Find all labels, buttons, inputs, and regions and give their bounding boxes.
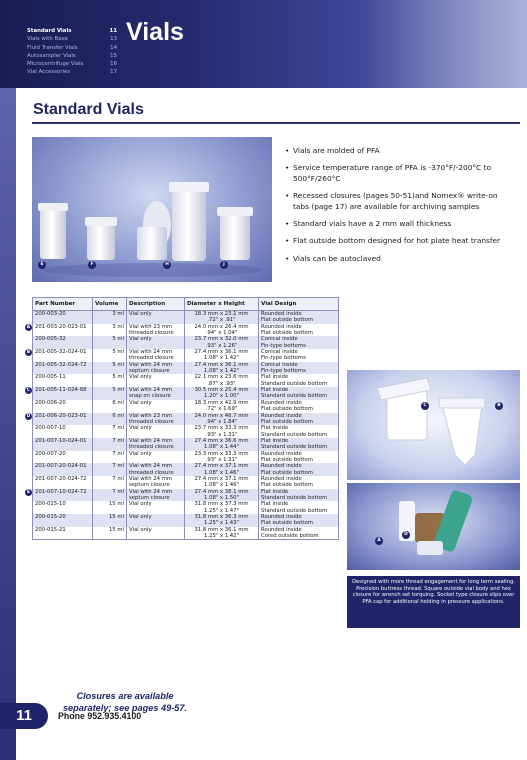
cell-dimensions-line: 1.25" x 1.47" bbox=[204, 507, 239, 514]
toc-label: Fluid Transfer Vials bbox=[27, 44, 78, 51]
cell-description-line: Vial with 24 mm bbox=[129, 488, 173, 495]
cell-vial-design-line: Conical inside bbox=[261, 349, 298, 356]
part-number-text: 201-003-20-023-01 bbox=[35, 323, 87, 330]
part-number-text: 200-015-10 bbox=[35, 501, 66, 508]
part-number-text: 200-003-20 bbox=[35, 311, 66, 317]
cell-part-number bbox=[33, 527, 93, 540]
bullet-item: • Vials are molded of PFA bbox=[285, 146, 507, 156]
cell-description bbox=[127, 438, 185, 451]
row-marker: C bbox=[26, 388, 31, 394]
cell-description bbox=[127, 311, 185, 324]
table-row bbox=[33, 451, 339, 464]
cell-vial-design-line: Conical inside bbox=[261, 361, 298, 368]
toc-label: Vials with Base bbox=[27, 36, 68, 43]
cell-dimensions-line: 1.08" x 1.42" bbox=[204, 368, 239, 375]
cell-vial-design bbox=[259, 489, 339, 502]
part-number-text: 201-007-10-024-72 bbox=[35, 488, 87, 495]
cell-vial-design bbox=[259, 451, 339, 464]
cell-description-line: Vial only bbox=[129, 501, 152, 508]
part-number-text: 200-015-20 bbox=[35, 514, 66, 520]
cell-vial-design-line: Standard outside bottom bbox=[261, 494, 328, 501]
cell-vial-design bbox=[259, 324, 339, 337]
snap-vial-photo bbox=[347, 370, 520, 480]
cell-description bbox=[127, 413, 185, 426]
cell-dimensions-line: 1.08" x 1.50" bbox=[204, 494, 239, 501]
section-underline bbox=[32, 122, 520, 124]
closures-line-1: Closures are available bbox=[76, 691, 174, 701]
cell-dimensions-line: 27.4 mm x 36.1 mm bbox=[194, 349, 249, 356]
cell-dimensions bbox=[185, 413, 259, 426]
cell-vial-design-line: Flat inside bbox=[261, 374, 289, 381]
bullet-item: • Flat outside bottom designed for hot plate heat transfer bbox=[285, 236, 507, 246]
cell-description-line: Vial only bbox=[129, 425, 152, 432]
cell-vial-design-line: Flat inside bbox=[261, 488, 289, 495]
toc-page: 15 bbox=[110, 52, 117, 59]
cell-description bbox=[127, 362, 185, 375]
cell-part-number bbox=[33, 501, 93, 514]
toc-item bbox=[27, 44, 117, 52]
table-row bbox=[33, 413, 339, 426]
toc-item bbox=[27, 68, 117, 76]
cell-volume: 5 ml bbox=[93, 374, 127, 387]
part-number-text: 201-007-20-024-01 bbox=[35, 463, 87, 470]
cell-dimensions bbox=[185, 400, 259, 413]
cell-description bbox=[127, 425, 185, 438]
cell-dimensions-line: 23.3 mm x 33.3 mm bbox=[194, 450, 249, 457]
cell-vial-design bbox=[259, 463, 339, 476]
chapter-title: Vials bbox=[126, 18, 184, 46]
header-vial-design: Vial Design bbox=[259, 298, 339, 311]
cell-volume: 7 ml bbox=[93, 425, 127, 438]
cell-dimensions bbox=[185, 387, 259, 400]
page-number: 11 bbox=[0, 703, 48, 729]
photo-label-a: A bbox=[375, 537, 383, 545]
cell-volume: 5 ml bbox=[93, 349, 127, 362]
side-band bbox=[0, 88, 16, 760]
feature-bullets bbox=[285, 146, 507, 271]
cell-volume: 3 ml bbox=[93, 324, 127, 337]
row-marker: A bbox=[26, 324, 31, 330]
part-number-text: 201-005-32-024-72 bbox=[35, 361, 87, 368]
cell-volume: 6 ml bbox=[93, 413, 127, 426]
cell-dimensions bbox=[185, 311, 259, 324]
table-row bbox=[33, 336, 339, 349]
cell-volume: 3 ml bbox=[93, 311, 127, 324]
chapter-toc bbox=[27, 27, 117, 77]
cell-vial-design-line: Rounded inside bbox=[261, 399, 302, 406]
cell-dimensions bbox=[185, 489, 259, 502]
cell-vial-design-line: Flat inside bbox=[261, 387, 289, 394]
cell-vial-design bbox=[259, 514, 339, 527]
cell-vial-design-line: Flat inside bbox=[261, 501, 289, 508]
cell-description-line: Vial only bbox=[129, 374, 152, 381]
cell-vial-design-line: Flat outside bottom bbox=[261, 482, 313, 489]
cell-vial-design bbox=[259, 374, 339, 387]
cell-dimensions bbox=[185, 425, 259, 438]
cell-vial-design-line: Rounded inside bbox=[261, 311, 302, 317]
cell-description bbox=[127, 501, 185, 514]
cell-vial-design-line: Conical inside bbox=[261, 336, 298, 343]
cell-description-line: threaded closure bbox=[129, 444, 174, 451]
cell-description bbox=[127, 463, 185, 476]
table-row bbox=[33, 324, 339, 337]
photo-caption: Designed with more thread engagement for long term sealing. Precision buttress thread. Square outside vial body and hex closure for wrench set torquing. Socket type closure slips over PFA cap for additional holding in pressure applications. bbox=[347, 576, 520, 628]
row-marker: B bbox=[26, 350, 31, 356]
cell-vial-design-line: Flat outside bottom bbox=[261, 406, 313, 413]
toc-label: Autosampler Vials bbox=[27, 52, 76, 59]
toc-page: 16 bbox=[110, 61, 117, 68]
table-row bbox=[33, 374, 339, 387]
cell-description-line: Vial only bbox=[129, 514, 152, 520]
photo-label-j: J bbox=[220, 261, 228, 269]
cell-description-line: threaded closure bbox=[129, 330, 174, 337]
cell-description-line: snap on closure bbox=[129, 393, 171, 400]
header-volume: Volume bbox=[93, 298, 127, 311]
cell-vial-design-line: Fin-type bottoms bbox=[261, 342, 306, 349]
bullet-item: • Vials can be autoclaved bbox=[285, 254, 507, 264]
toc-page: 13 bbox=[110, 36, 117, 43]
cell-volume: 7 ml bbox=[93, 489, 127, 502]
cell-description-line: Vial only bbox=[129, 450, 152, 457]
cell-dimensions-line: 30.5 mm x 25.4 mm bbox=[194, 387, 249, 394]
toc-label: Standard Vials bbox=[27, 28, 72, 34]
photo-label-f: F bbox=[88, 261, 96, 269]
cell-description-line: Vial with 24 mm bbox=[129, 463, 173, 470]
cell-part-number bbox=[33, 451, 93, 464]
cell-dimensions-line: 31.8 mm x 36.1 mm bbox=[194, 526, 249, 533]
cell-vial-design-line: Rounded inside bbox=[261, 412, 302, 419]
cell-dimensions bbox=[185, 476, 259, 489]
toc-item bbox=[27, 52, 117, 60]
cell-dimensions bbox=[185, 527, 259, 540]
snap-vial-illustration bbox=[347, 370, 520, 480]
vials-photo bbox=[32, 137, 272, 282]
part-number-text: 200-007-20 bbox=[35, 450, 66, 457]
cell-description-line: Vial only bbox=[129, 336, 152, 343]
cell-description bbox=[127, 374, 185, 387]
bullet-item: • Recessed closures (pages 50-51)and Nomex® write-on tabs (page 17) are available for archiving samples bbox=[285, 191, 507, 212]
bullet-item: • Standard vials have a 2 mm wall thickness bbox=[285, 219, 507, 229]
cell-dimensions bbox=[185, 451, 259, 464]
cell-description-line: threaded closure bbox=[129, 418, 174, 425]
vial-spec-table-wrap bbox=[26, 297, 338, 540]
cell-dimensions-line: 1.25" x 1.43" bbox=[204, 520, 239, 527]
threaded-vial-illustration bbox=[347, 483, 520, 570]
cell-description-line: Vial only bbox=[129, 526, 152, 533]
cell-vial-design bbox=[259, 336, 339, 349]
cell-part-number bbox=[33, 336, 93, 349]
cell-description-line: Vial with 24 mm bbox=[129, 361, 173, 368]
cell-dimensions-line: 18.3 mm x 23.1 mm bbox=[194, 311, 249, 317]
part-number-text: 200-015-21 bbox=[35, 526, 66, 533]
vial-spec-table bbox=[26, 297, 339, 540]
cell-part-number bbox=[33, 311, 93, 324]
cell-dimensions-line: 27.4 mm x 36.6 mm bbox=[194, 437, 249, 444]
photo-label-h: H bbox=[163, 261, 171, 269]
cell-dimensions bbox=[185, 362, 259, 375]
table-row bbox=[33, 514, 339, 527]
cell-description-line: threaded closure bbox=[129, 355, 174, 362]
cell-description-line: Vial with 24 mm bbox=[129, 349, 173, 356]
cell-dimensions-line: 24.0 mm x 26.4 mm bbox=[194, 323, 249, 330]
cell-vial-design-line: Flat outside bottom bbox=[261, 317, 313, 324]
cell-dimensions-line: 18.3 mm x 42.9 mm bbox=[194, 399, 249, 406]
cell-description-line: Vial with 23 mm bbox=[129, 412, 173, 419]
cell-description bbox=[127, 400, 185, 413]
table-row bbox=[33, 349, 339, 362]
cell-dimensions-line: .72" x .91" bbox=[207, 317, 236, 324]
table-header-row bbox=[33, 298, 339, 311]
photo-label-e: E bbox=[38, 261, 46, 269]
threaded-vial-photo bbox=[347, 483, 520, 570]
cell-description-line: Vial with 24 mm bbox=[129, 387, 173, 394]
cell-description-line: Vial only bbox=[129, 399, 152, 406]
cell-volume: 5 ml bbox=[93, 387, 127, 400]
cell-vial-design-line: Standard outside bottom bbox=[261, 393, 328, 400]
cell-dimensions-line: .94" x 1.04" bbox=[205, 330, 238, 337]
cell-volume: 15 ml bbox=[93, 527, 127, 540]
header-dimensions: Diameter x Height bbox=[185, 298, 259, 311]
cell-part-number bbox=[33, 400, 93, 413]
cell-dimensions-line: .94" x 1.84" bbox=[205, 418, 238, 425]
cell-description-line: Vial with 24 mm bbox=[129, 475, 173, 482]
table-row bbox=[33, 489, 339, 502]
cell-dimensions-line: 1.08" x 1.46" bbox=[204, 469, 239, 476]
closures-line-2: separately; see pages 49-57. bbox=[62, 703, 188, 713]
cell-dimensions-line: 1.20" x 1.00" bbox=[204, 393, 239, 400]
cell-vial-design-line: Flat outside bottom bbox=[261, 330, 313, 337]
part-number-text: 201-005-32-024-01 bbox=[35, 349, 87, 356]
cell-volume: 6 ml bbox=[93, 400, 127, 413]
cell-description bbox=[127, 476, 185, 489]
cell-vial-design-line: Rounded inside bbox=[261, 450, 302, 457]
section-title: Standard Vials bbox=[33, 101, 144, 118]
cell-vial-design bbox=[259, 362, 339, 375]
cell-part-number bbox=[33, 514, 93, 527]
cell-part-number bbox=[33, 362, 93, 375]
header-part-number: Part Number bbox=[33, 298, 93, 311]
cell-part-number bbox=[26, 349, 93, 362]
cell-dimensions-line: 1.08" x 1.46" bbox=[204, 482, 239, 489]
photo-label-d: D bbox=[402, 531, 410, 539]
cell-dimensions-line: .87" x .93" bbox=[207, 380, 236, 387]
toc-page: 17 bbox=[110, 69, 117, 76]
part-number-text: 200-007-10 bbox=[35, 425, 66, 432]
cell-volume: 7 ml bbox=[93, 438, 127, 451]
cell-description-line: septum closure bbox=[129, 494, 170, 501]
cell-dimensions-line: 27.4 mm x 36.1 mm bbox=[194, 361, 249, 368]
photo-label-c: C bbox=[421, 402, 429, 410]
cell-dimensions-line: 27.4 mm x 38.1 mm bbox=[194, 488, 249, 495]
toc-label: Vial Accessories bbox=[27, 69, 71, 76]
cell-part-number bbox=[33, 374, 93, 387]
cell-dimensions-line: .93" x 1.31" bbox=[205, 456, 238, 463]
part-number-text: 201-007-20-024-72 bbox=[35, 475, 87, 482]
cell-dimensions-line: 23.7 mm x 32.0 mm bbox=[194, 336, 249, 343]
cell-vial-design-line: Standard outside bottom bbox=[261, 507, 328, 514]
cell-part-number bbox=[26, 323, 93, 337]
cell-description-line: Vial with 24 mm bbox=[129, 437, 173, 444]
toc-item bbox=[27, 27, 117, 35]
cell-description bbox=[127, 336, 185, 349]
cell-vial-design-line: Fin-type bottoms bbox=[261, 368, 306, 375]
cell-volume: 5 ml bbox=[93, 336, 127, 349]
table-row bbox=[33, 463, 339, 476]
cell-dimensions-line: 31.8 mm x 36.3 mm bbox=[194, 514, 249, 520]
cell-vial-design bbox=[259, 438, 339, 451]
cell-dimensions bbox=[185, 349, 259, 362]
cell-vial-design-line: Flat outside bottom bbox=[261, 456, 313, 463]
cell-description bbox=[127, 489, 185, 502]
cell-volume: 15 ml bbox=[93, 514, 127, 527]
part-number-text: 200-005-11 bbox=[35, 374, 66, 381]
cell-description-line: septum closure bbox=[129, 482, 170, 489]
part-number-text: 200-005-32 bbox=[35, 336, 66, 343]
cell-dimensions bbox=[185, 501, 259, 514]
cell-part-number bbox=[26, 387, 93, 400]
cell-vial-design-line: Standard outside bottom bbox=[261, 431, 328, 438]
toc-page: 11 bbox=[109, 28, 117, 34]
cell-description bbox=[127, 527, 185, 540]
toc-item bbox=[27, 60, 117, 68]
cell-dimensions bbox=[185, 514, 259, 527]
bullet-item: • Service temperature range of PFA is -370°F/-200°C to 500°F/260°C bbox=[285, 163, 507, 184]
cell-description bbox=[127, 349, 185, 362]
cell-part-number bbox=[27, 488, 93, 502]
cell-vial-design-line: Flat outside bottom bbox=[261, 469, 313, 476]
cell-dimensions-line: 23.7 mm x 33.3 mm bbox=[194, 425, 249, 432]
part-number-text: 201-006-20-023-01 bbox=[35, 412, 87, 419]
cell-vial-design bbox=[259, 501, 339, 514]
cell-part-number bbox=[33, 438, 93, 451]
cell-vial-design-line: Rounded inside bbox=[261, 323, 302, 330]
cell-dimensions bbox=[185, 336, 259, 349]
part-number-text: 201-007-10-024-01 bbox=[35, 437, 87, 444]
cell-vial-design bbox=[259, 400, 339, 413]
cell-dimensions bbox=[185, 374, 259, 387]
cell-dimensions-line: 24.0 mm x 46.7 mm bbox=[194, 412, 249, 419]
cell-description-line bbox=[129, 533, 182, 539]
table-row bbox=[33, 438, 339, 451]
cell-vial-design-line: Flat inside bbox=[261, 437, 289, 444]
cell-volume: 7 ml bbox=[93, 463, 127, 476]
cell-dimensions-line: 1.25" x 1.42" bbox=[204, 533, 239, 540]
cell-vial-design-line: Standard outside bottom bbox=[261, 380, 328, 387]
cell-vial-design bbox=[259, 527, 339, 540]
cell-vial-design-line: Flat outside bottom bbox=[261, 418, 313, 425]
cell-vial-design-line: Rounded inside bbox=[261, 514, 302, 520]
toc-label: Microcentrifuge Vials bbox=[27, 61, 84, 68]
cell-vial-design-line: Rounded inside bbox=[261, 475, 302, 482]
cell-dimensions-line: 27.4 mm x 37.1 mm bbox=[194, 475, 249, 482]
cell-vial-design-line: Rounded inside bbox=[261, 526, 302, 533]
phone-number: Phone 952.935.4100 bbox=[58, 711, 142, 721]
cell-part-number bbox=[26, 412, 93, 426]
cell-description-line: septum closure bbox=[129, 368, 170, 375]
cell-part-number bbox=[33, 425, 93, 438]
vials-illustration bbox=[32, 137, 272, 282]
table-row bbox=[33, 400, 339, 413]
cell-dimensions-line: .93" x 1.31" bbox=[205, 431, 238, 438]
cell-vial-design-line: Flat outside bottom bbox=[261, 520, 313, 527]
table-row bbox=[33, 387, 339, 400]
cell-vial-design-line: Cored outside bottom bbox=[261, 533, 319, 540]
cell-vial-design bbox=[259, 349, 339, 362]
cell-vial-design bbox=[259, 311, 339, 324]
cell-description bbox=[127, 387, 185, 400]
cell-description bbox=[127, 514, 185, 527]
cell-dimensions-line: 31.8 mm x 37.3 mm bbox=[194, 501, 249, 508]
row-marker: D bbox=[26, 413, 31, 419]
table-row bbox=[33, 362, 339, 375]
cell-volume: 7 ml bbox=[93, 451, 127, 464]
cell-volume: 5 ml bbox=[93, 362, 127, 375]
cell-dimensions-line: .93" x 1.26" bbox=[205, 342, 238, 349]
cell-description bbox=[127, 324, 185, 337]
part-number-text: 200-006-20 bbox=[35, 399, 66, 406]
table-row bbox=[33, 311, 339, 324]
cell-description bbox=[127, 451, 185, 464]
cell-volume: 7 ml bbox=[93, 476, 127, 489]
cell-dimensions-line: 27.4 mm x 37.1 mm bbox=[194, 463, 249, 470]
table-row bbox=[33, 476, 339, 489]
cell-description-line: threaded closure bbox=[129, 469, 174, 476]
cell-dimensions bbox=[185, 438, 259, 451]
photo-label-b: B bbox=[495, 402, 503, 410]
cell-vial-design-line: Standard outside bottom bbox=[261, 444, 328, 451]
cell-vial-design bbox=[259, 425, 339, 438]
cell-part-number bbox=[33, 476, 93, 489]
toc-page: 14 bbox=[110, 44, 117, 51]
cell-part-number bbox=[33, 463, 93, 476]
cell-dimensions bbox=[185, 463, 259, 476]
cell-vial-design bbox=[259, 413, 339, 426]
cell-dimensions bbox=[185, 324, 259, 337]
cell-vial-design bbox=[259, 476, 339, 489]
cell-dimensions-line: .72" x 1.69" bbox=[205, 406, 238, 413]
cell-description-line: Vial only bbox=[129, 311, 152, 317]
row-marker: E bbox=[27, 489, 30, 495]
cell-vial-design-line: Flat inside bbox=[261, 425, 289, 432]
part-number-text: 201-005-11-024-88 bbox=[35, 387, 87, 394]
cell-vial-design-line: Fin-type bottoms bbox=[261, 355, 306, 362]
cell-description-line: Vial with 23 mm bbox=[129, 323, 173, 330]
cell-vial-design-line: Rounded inside bbox=[261, 463, 302, 470]
table-row bbox=[33, 527, 339, 540]
toc-item bbox=[27, 35, 117, 43]
cell-volume: 15 ml bbox=[93, 501, 127, 514]
table-row bbox=[33, 425, 339, 438]
cell-dimensions-line: 22.1 mm x 23.6 mm bbox=[194, 374, 249, 381]
cell-dimensions-line: 1.08" x 1.44" bbox=[204, 444, 239, 451]
table-row bbox=[33, 501, 339, 514]
header-description: Description bbox=[127, 298, 185, 311]
cell-vial-design bbox=[259, 387, 339, 400]
cell-dimensions-line: 1.08" x 1.42" bbox=[204, 355, 239, 362]
